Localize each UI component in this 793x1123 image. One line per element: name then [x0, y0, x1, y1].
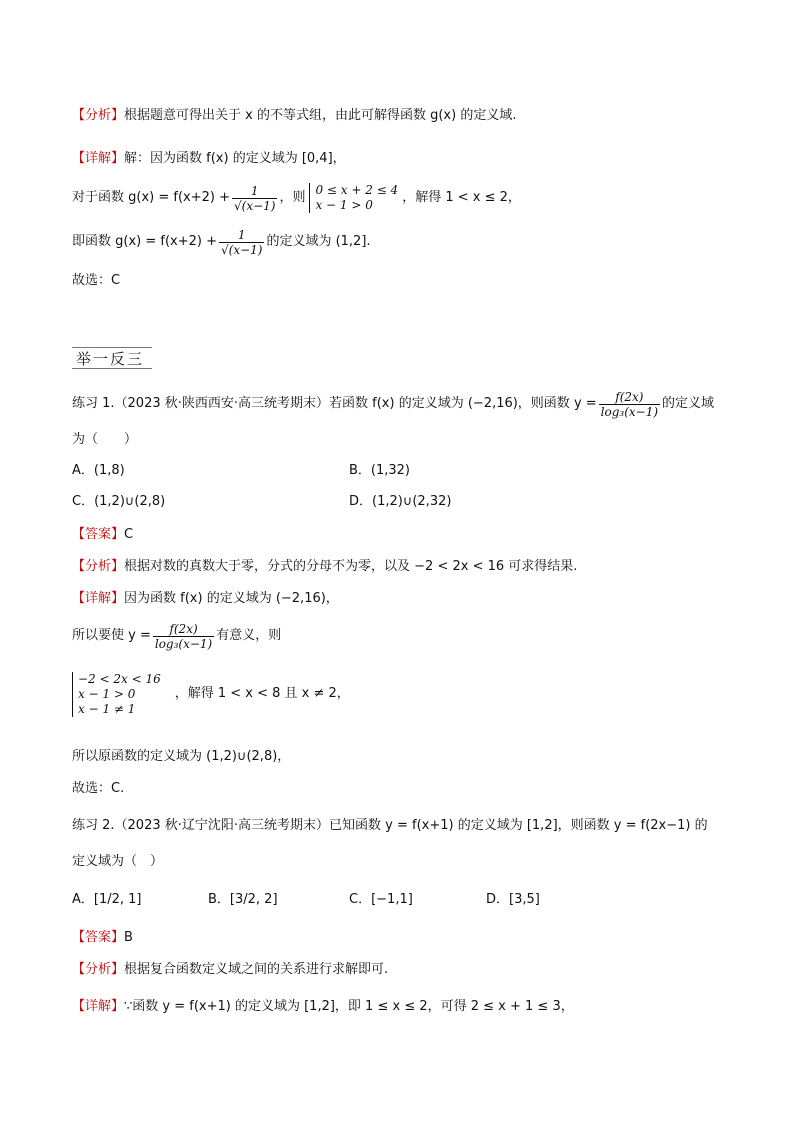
ex1-answer-line [72, 525, 133, 545]
ex1-option-d[interactable]: D．(1,2)∪(2,32) [349, 494, 452, 509]
ex1-stem-prefix: 练习 1.（2023 秋·陕西西安·高三统考期末）若函数 f(x) 的定义域为 (−2,16)，则函数 y = [72, 396, 597, 411]
fraction-denominator: √(x−1) [220, 242, 263, 257]
ex2-detail-line-1 [72, 997, 574, 1017]
fraction [599, 390, 660, 419]
system-row-2: x − 1 > 0 [78, 686, 136, 701]
fraction [153, 622, 214, 651]
system-row-1: 0 ≤ x + 2 ≤ 4 [315, 183, 399, 197]
fraction-numerator: f(2x) [599, 390, 660, 405]
ex1-system-suffix: ，解得 1 < x < 8 且 x ≠ 2， [174, 686, 350, 701]
fraction-numerator: 1 [232, 184, 277, 199]
inequality-system [309, 183, 398, 213]
ex1-detail: 因为函数 f(x) 的定义域为 (−2,16)， [124, 591, 339, 606]
detail-line-3 [72, 224, 371, 260]
fraction-denominator: log₃(x−1) [600, 404, 659, 419]
fraction-denominator: √(x−1) [233, 198, 276, 213]
line3-suffix: 的定义域为 (1,2]. [266, 234, 371, 249]
ex2-analysis: 根据复合函数定义域之间的关系进行求解即可. [124, 962, 389, 977]
system-row-2: x − 1 > 0 [315, 198, 373, 212]
ex1-stem-suffix: 的定义域 [662, 396, 715, 411]
fraction-numerator: 1 [219, 228, 264, 243]
section-title: 举一反三 [72, 347, 152, 369]
analysis-tag: 【分析】 [72, 559, 125, 574]
fraction [232, 184, 277, 213]
ex1-option-c[interactable]: C．(1,2)∪(2,8) [72, 494, 166, 509]
choice-line: 故选：C [72, 273, 121, 288]
ex2-option-a[interactable]: A．[1/2, 1] [72, 892, 142, 907]
ex2-detail: ∵函数 y = f(x+1) 的定义域为 [1,2]，即 1 ≤ x ≤ 2，可得 2 ≤ x + 1 ≤ 3， [124, 999, 574, 1014]
system-row-3: x − 1 ≠ 1 [78, 701, 136, 716]
ex1-option-b[interactable]: B．(1,32) [349, 463, 411, 478]
detail-text: 解：因为函数 f(x) 的定义域为 [0,4]， [124, 151, 346, 166]
detail-tag: 【详解】 [72, 151, 125, 166]
ex1-analysis-line [72, 557, 577, 577]
analysis-tag: 【分析】 [72, 962, 125, 977]
fraction-numerator: f(2x) [153, 622, 214, 637]
system-row-1: −2 < 2x < 16 [78, 671, 161, 686]
line2-prefix: 对于函数 g(x) = f(x+2) + [72, 190, 230, 205]
ex1-line2-prefix: 所以要使 y = [72, 628, 151, 643]
analysis-line-1 [72, 106, 516, 126]
detail-tag: 【详解】 [72, 999, 125, 1014]
ex1-choice: 故选：C. [72, 781, 125, 796]
ex2-option-d[interactable]: D．[3,5] [486, 892, 540, 907]
exercise-2-stem: 练习 2.（2023 秋·辽宁沈阳·高三统考期末）已知函数 y = f(x+1) 的定义域为 [1,2]，则函数 y = f(2x−1) 的 [72, 818, 708, 833]
ex1-detail-line-1 [72, 589, 339, 609]
answer-tag: 【答案】 [72, 527, 125, 542]
line2-suffix: ，解得 1 < x ≤ 2， [402, 190, 521, 205]
exercise-1-stem [72, 386, 714, 422]
inequality-system [72, 672, 161, 717]
ex2-option-b[interactable]: B．[3/2, 2] [208, 892, 278, 907]
ex1-option-a[interactable]: A．(1,8) [72, 463, 125, 478]
ex1-detail-line-2 [72, 618, 281, 654]
fraction-denominator: log₃(x−1) [154, 636, 213, 651]
ex2-analysis-line [72, 960, 388, 980]
ex1-conclusion: 所以原函数的定义域为 (1,2)∪(2,8)， [72, 749, 291, 764]
exercise-2-stem-line-2: 定义域为（ ） [72, 854, 164, 869]
line3-prefix: 即函数 g(x) = f(x+2) + [72, 234, 217, 249]
ex1-line2-suffix: 有意义，则 [216, 628, 282, 643]
detail-line-2 [72, 180, 521, 216]
ex1-answer: C [124, 527, 134, 542]
detail-line-1 [72, 149, 346, 169]
ex2-option-c[interactable]: C．[−1,1] [349, 892, 413, 907]
detail-tag: 【详解】 [72, 591, 125, 606]
ex1-analysis: 根据对数的真数大于零，分式的分母不为零，以及 −2 < 2x < 16 可求得结果. [124, 559, 578, 574]
analysis-tag: 【分析】 [72, 108, 125, 123]
ex2-answer: B [124, 930, 133, 945]
ex1-system-line [72, 664, 350, 724]
ex2-answer-line [72, 928, 133, 948]
answer-tag: 【答案】 [72, 930, 125, 945]
exercise-1-stem-line-2: 为（ ） [72, 432, 138, 447]
analysis-text: 根据题意可得出关于 x 的不等式组，由此可解得函数 g(x) 的定义域. [124, 108, 517, 123]
fraction [219, 228, 264, 257]
line2-mid: ，则 [279, 190, 306, 205]
